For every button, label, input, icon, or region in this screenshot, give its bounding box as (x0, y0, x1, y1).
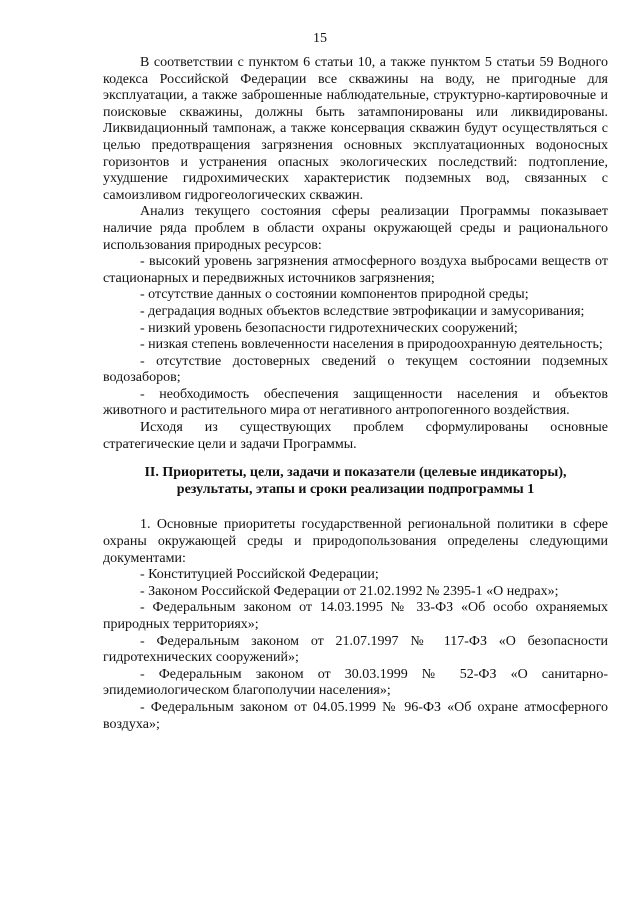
page-number: 15 (313, 31, 327, 46)
document-item: - Законом Российской Федерации от 21.02.1992 № 2395-1 «О недрах»; (140, 583, 559, 599)
page-content (103, 55, 608, 733)
problem-item: - отсутствие данных о состоянии компонентов природной среды; (140, 287, 529, 303)
document-item: - Федеральным законом от 04.05.1999 № 96-ФЗ «Об охране атмосферного воздуха»; (103, 699, 608, 732)
problem-item: - отсутствие достоверных сведений о текущем состоянии подземных водозаборов; (103, 353, 608, 386)
problem-item: - низкий уровень безопасности гидротехнических сооружений; (140, 320, 518, 336)
document-item: - Конституцией Российской Федерации; (140, 567, 379, 583)
problem-item: - низкая степень вовлеченности населения в природоохранную деятельность; (140, 337, 603, 353)
document-item: - Федеральным законом от 21.07.1997 № 117-ФЗ «О безопасности гидротехнических сооружений»; (103, 633, 608, 666)
paragraph-analysis: Анализ текущего состояния сферы реализации Программы показывает наличие ряда проблем в области охраны окружающей среды и рационального использования природных ресурсов: (103, 204, 608, 253)
document-item: - Федеральным законом от 14.03.1995 № 33-ФЗ «Об особо охраняемых природных территориях»; (103, 600, 608, 632)
paragraph-wells: В соответствии с пунктом 6 статьи 10, а также пунктом 5 статьи 59 Водного кодекса Российской Федерации все скважины на воду, не пригодные для эксплуатации, а также заброшенные наблюдательные, структурно-картировочные и поисковые скважины, должны быть затампонированы или ликвидированы. Ликвидационный тампонаж, а также консервация скважин будут осуществляться с целью предотвращения загрязнения основных эксплуатационных водоносных горизонтов и устранения опасных экологических последствий: подтопление, ухудшение гидрохимических характеристик подземных вод, связанных с самоизливом гидрогеологических скважин. (103, 55, 608, 203)
section-heading: II. Приоритеты, цели, задачи и показатели (целевые индикаторы), результаты, этапы и сроки реализации подпрограммы 1 (144, 465, 567, 497)
problem-item: - деградация водных объектов вследствие эвтрофикации и замусоривания; (140, 303, 585, 319)
problem-item: - необходимость обеспечения защищенности населения и объектов животного и растительного мира от негативного антропогенного воздействия. (103, 386, 608, 419)
problem-item: - высокий уровень загрязнения атмосферного воздуха выбросами веществ от стационарных и передвижных источников загрязнения; (103, 254, 608, 286)
paragraph-priorities: 1. Основные приоритеты государственной региональной политики в сфере охраны окружающей среды и природопользования определены следующими документами: (103, 517, 608, 566)
document-item: - Федеральным законом от 30.03.1999 № 52-ФЗ «О санитарно-эпидемиологическом благополучии населения»; (103, 666, 608, 699)
paragraph-goals: Исходя из существующих проблем сформулированы основные стратегические цели и задачи Программы. (103, 420, 608, 452)
